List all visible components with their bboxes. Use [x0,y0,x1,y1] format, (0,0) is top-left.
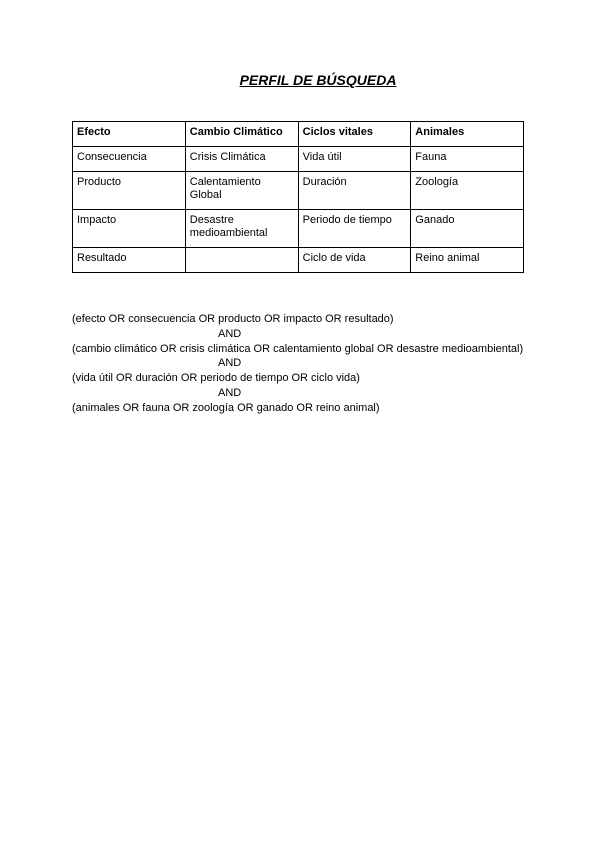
table-cell: Impacto [73,210,186,248]
table-row [73,210,524,248]
table-cell: Fauna [411,147,524,172]
query-group-cambio-climatico: (cambio climático OR crisis climática OR calentamiento global OR desastre medioambiental) [72,342,524,355]
table-cell: Producto [73,172,186,210]
table-cell: Calentamiento Global [185,172,298,210]
table-cell: Consecuencia [73,147,186,172]
table-cell: Resultado [73,248,186,273]
table-cell: Reino animal [411,248,524,273]
table-row [73,147,524,172]
column-header-efecto: Efecto [73,122,186,147]
table-cell: Crisis Climática [185,147,298,172]
query-operator-and: AND [218,386,242,399]
column-header-ciclos-vitales: Ciclos vitales [298,122,411,147]
table-row [73,248,524,273]
query-group-ciclos-vitales: (vida útil OR duración OR periodo de tiempo OR ciclo vida) [72,372,360,385]
table-cell: Zoología [411,172,524,210]
table-cell: Periodo de tiempo [298,210,411,248]
table-row [73,172,524,210]
query-operator-and: AND [218,327,242,340]
page-title: PERFIL DE BÚSQUEDA [239,72,397,88]
table-cell [185,248,298,273]
column-header-cambio-climatico: Cambio Climático [185,122,298,147]
column-header-animales: Animales [411,122,524,147]
table-cell: Desastre medioambiental [185,210,298,248]
table-cell: Duración [298,172,411,210]
table-header-row [73,122,524,147]
table-cell: Ganado [411,210,524,248]
query-group-animales: (animales OR fauna OR zoología OR ganado OR reino animal) [72,401,380,414]
table-cell: Ciclo de vida [298,248,411,273]
search-profile-table [72,121,524,273]
boolean-search-query [72,312,542,416]
query-operator-and: AND [218,357,242,370]
table-cell: Vida útil [298,147,411,172]
query-group-efecto: (efecto OR consecuencia OR producto OR impacto OR resultado) [72,313,394,325]
